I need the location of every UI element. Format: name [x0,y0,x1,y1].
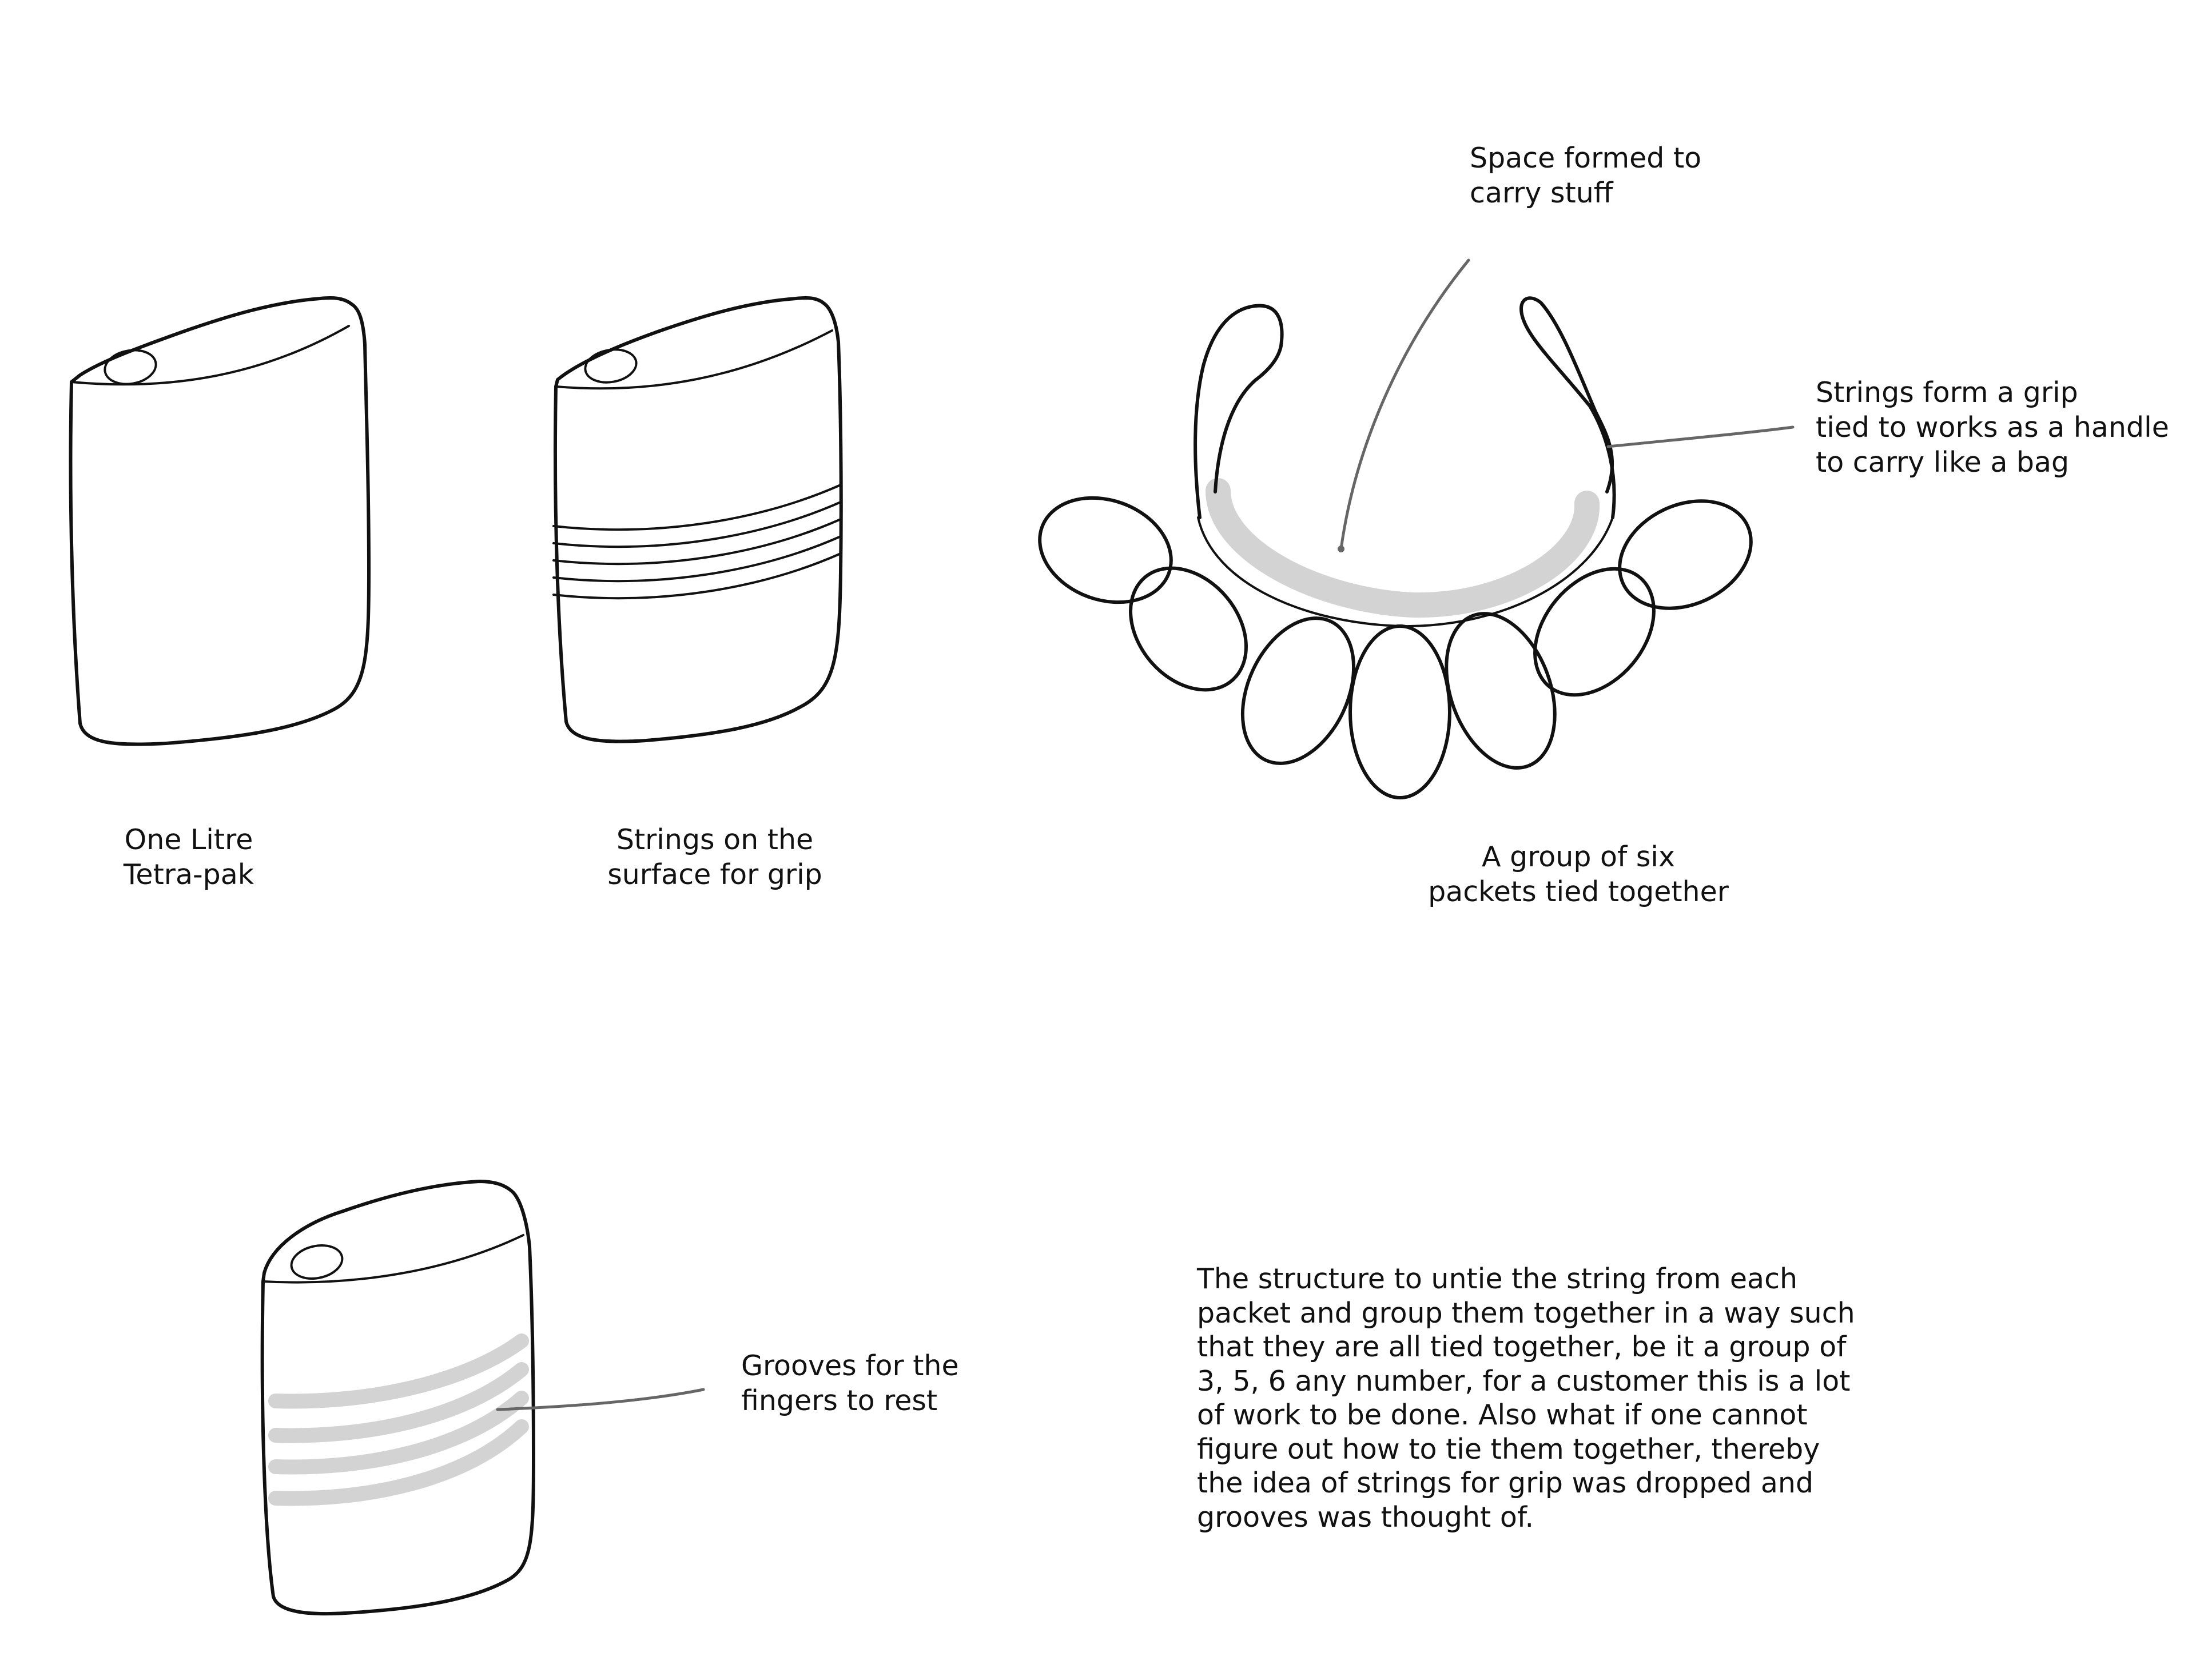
packet [1350,626,1450,798]
pack-outline [70,298,369,745]
label-group-six: A group of six packets tied together [1428,841,1729,908]
carry-space-highlight [1218,491,1587,605]
grip-string [554,485,841,530]
label-strings-grip: Strings form a grip tied to works as a handle to carry like a bag [1816,376,2169,479]
packet [1602,480,1768,628]
label-grooves: Grooves for the fingers to rest [741,1349,959,1417]
pack-top-rim [556,331,832,388]
pack-top-rim [263,1235,523,1283]
tetra-pak-strings-sketch [554,298,841,742]
leader-line-strings-grip [1608,427,1793,447]
pack-outline [555,298,841,742]
description-paragraph: The structure to untie the string from each packet and group them together in a way such that they are all tied together, be it a group of 3, 5, 6 any number, for a customer this is a lot of work to be done. Also what if one cannot figure out how to tie them together, thereby the idea of strings for grip was dropped and grooves was thought of. [1197,1263,1855,1534]
label-strings-surface: Strings on the surface for grip [607,823,822,891]
packet [1025,480,1185,620]
cap-icon [288,1241,345,1283]
leader-line-space [1341,260,1469,549]
tetra-pak-grooves-sketch [262,1181,534,1614]
label-one-litre: One Litre Tetra-pak [123,823,254,891]
label-space-formed: Space formed to carry stuff [1470,142,1702,209]
handle-loop-right [1521,298,1614,517]
leader-dot [1338,546,1344,552]
tetra-pak-plain-sketch [70,298,369,745]
